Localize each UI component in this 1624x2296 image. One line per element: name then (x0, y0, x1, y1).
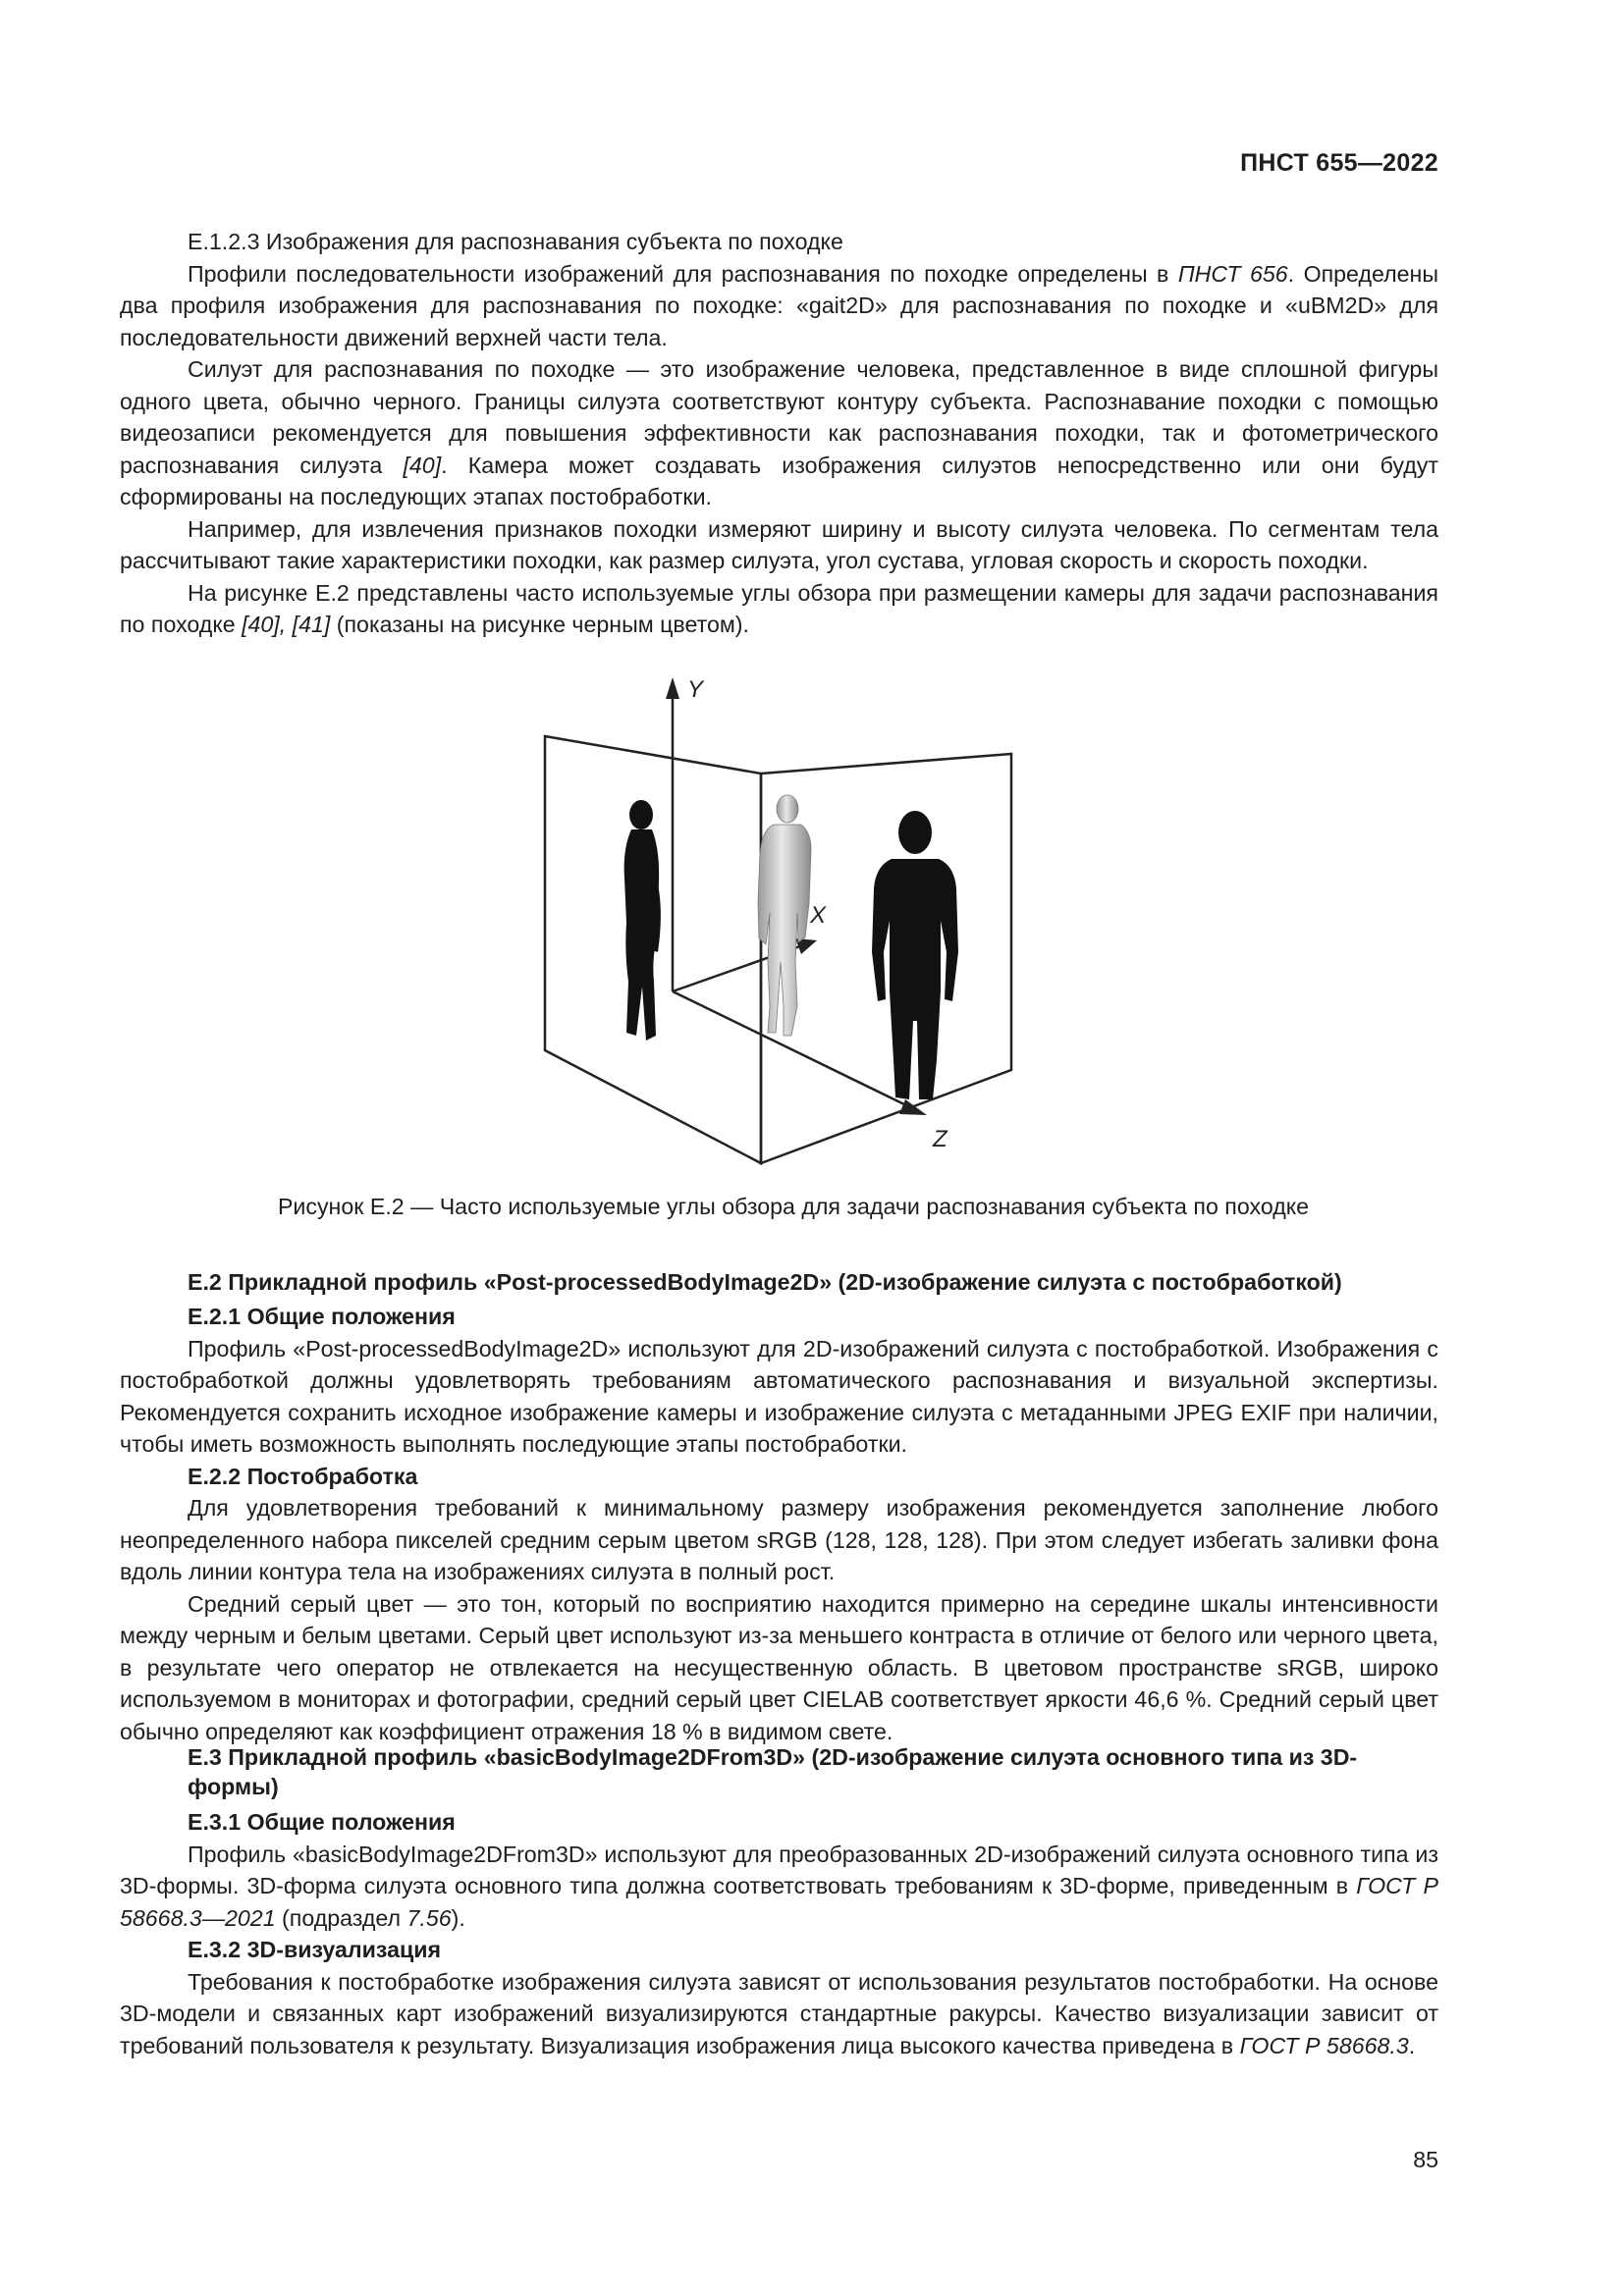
right-projection-plane (761, 754, 1011, 1163)
paragraph (120, 258, 1438, 354)
reference-link: ГОСТ Р 58668.3—2021 (120, 1873, 1438, 1931)
z-axis-label: Z (933, 1126, 947, 1152)
text-run: Профили последовательности изображений для распознавания по походке определены в (188, 260, 1178, 287)
y-axis-label: Y (687, 676, 704, 703)
subsection-heading: E.2.2 Постобработка (188, 1463, 418, 1489)
reference-link: 7.56 (406, 1904, 452, 1931)
paragraph (120, 1839, 1438, 1935)
subsection-heading: E.2.1 Общие положения (188, 1304, 456, 1329)
text-run: (подраздел (275, 1904, 407, 1931)
reference-link: [40], [41] (242, 612, 331, 637)
paragraph (120, 1966, 1438, 2062)
reference-link: ПНСТ 656 (1177, 260, 1288, 287)
section-e3 (120, 1742, 1438, 2061)
section-e2 (120, 1266, 1438, 1747)
figure-caption (0, 1191, 1624, 1223)
3d-human-model (758, 795, 811, 1036)
paragraph: Средний серый цвет — это тон, который по восприятию находится примерно на середине шкалы интенсивности между черным и белым цветами. Серый цвет используют из-за меньшего контраста в отличие от белого или черного цвета, в результате чего оператор не отвлекается на несущественную область. В цветовом пространстве sRGB, широко используемом в мониторах и фотографии, средний серый цвет CIELAB соответствует яркости 46,6 %. Средний серый цвет обычно определяют как коэффициент отражения 18 % в видимом свете. (120, 1590, 1438, 1744)
paragraph: Для удовлетворения требований к минимальному размеру изображения рекомендуется заполнение любого неопределенного набора пикселей средним серым цветом sRGB (128, 128, 128). При этом следует избегать заливки фона вдоль линии контура тела на изображениях силуэта в полный рост. (120, 1495, 1438, 1584)
document-code: ПНСТ 655—2022 (1240, 149, 1438, 177)
front-view-silhouette (872, 811, 958, 1099)
text-run: Требования к постобработке изображения силуэта зависят от использования результатов постобработки. На основе 3D-модели и связанных карт изображений визуализируются стандартные ракурсы. Качество визуализации зависит от требований пользователя к результату. Визуализация изображения лица высокого качества приведена в (120, 1968, 1438, 2058)
paragraph: Например, для извлечения признаков походки измеряют ширину и высоту силуэта человека. По сегментам тела рассчитывают такие характеристики походки, как размер силуэта, угол сустава, угловая скорость и скорость походки. (120, 515, 1438, 573)
subsection-heading: E.3.2 3D-визуализация (188, 1937, 442, 1962)
text-run: . Определены два профиля изображения для распознавания по походке: «gait2D» для распознавания по походке и «uBM2D» для последовательности движений верхней части тела. (120, 260, 1438, 350)
subsection-heading: E.1.2.3 Изображения для распознавания субъекта по походке (188, 229, 843, 254)
figure-e2 (530, 667, 1041, 1168)
subsection-heading: E.3.1 Общие положения (188, 1809, 456, 1835)
paragraph: Профиль «Post-processedBodyImage2D» используют для 2D-изображений силуэта с постобработкой. Изображения с постобработкой должны удовлетворять требованиям автоматического распознавания и визуальной экспертизы. Рекомендуется сохранить исходное изображение камеры и изображение силуэта с метаданными JPEG EXIF при наличии, чтобы иметь возможность выполнять последующие этапы постобработки. (120, 1335, 1438, 1457)
x-axis-label: X (810, 902, 827, 929)
text-run: Профиль «basicBodyImage2DFrom3D» используют для преобразованных 2D-изображений силуэта основного типа из 3D-формы. 3D-форма силуэта основного типа должна соответствовать требованиям к 3D-форме, приведенным в (120, 1841, 1438, 1898)
text-run: . (1408, 2032, 1416, 2058)
section-e123 (120, 226, 1438, 641)
side-view-silhouette (624, 800, 661, 1041)
gait-view-angles-diagram (530, 667, 1041, 1168)
text-run: На рисунке E.2 представлены часто используемые углы обзора при размещении камеры для задачи распознавания по походке (120, 579, 1438, 637)
text-run: ). (451, 1904, 465, 1931)
text-run: . Камера может создавать изображения силуэтов непосредственно или они будут сформированы на последующих этапах постобработки. (120, 452, 1438, 509)
text-run: (показаны на рисунке черным цветом). (330, 612, 749, 637)
page-number: 85 (1413, 2147, 1438, 2172)
text-run: Силуэт для распознавания по походке — это изображение человека, представленное в виде сплошной фигуры одного цвета, обычно черного. Границы силуэта соответствуют контуру субъекта. Распознавание походки с помощью видеозаписи рекомендуется для повышения эффективности как распознавания походки, так и фотометрического распознавания силуэта (120, 356, 1438, 478)
paragraph (120, 577, 1438, 641)
section-heading: E.2 Прикладной профиль «Post-processedBodyImage2D» (2D-изображение силуэта с постобработкой) (188, 1269, 1342, 1295)
paragraph (120, 353, 1438, 513)
section-heading: E.3 Прикладной профиль «basicBodyImage2DFrom3D» (2D-изображение силуэта основного типа из 3D-формы) (188, 1744, 1358, 1799)
reference-link: [40] (403, 452, 442, 478)
figure-caption-text: Рисунок E.2 — Часто используемые углы обзора для задачи распознавания субъекта по походке (277, 1194, 1310, 1219)
reference-link: ГОСТ Р 58668.3 (1239, 2032, 1409, 2058)
y-axis-arrow (666, 677, 679, 699)
